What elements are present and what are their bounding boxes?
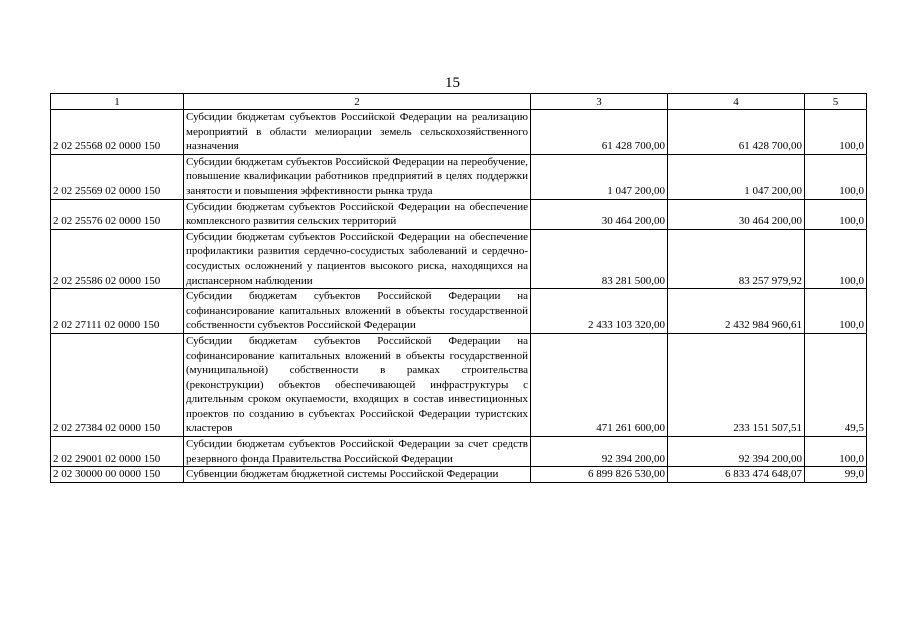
description-cell: Субсидии бюджетам субъектов Российской Федерации на обеспечение комплексного развития сельских территорий (184, 199, 531, 229)
column-header-5: 5 (805, 94, 867, 110)
column-header-4: 4 (668, 94, 805, 110)
budget-code-cell: 2 02 30000 00 0000 150 (51, 467, 184, 483)
planned-amount-cell: 471 261 600,00 (531, 333, 668, 436)
executed-amount-cell: 61 428 700,00 (668, 110, 805, 155)
executed-amount-cell: 2 432 984 960,61 (668, 289, 805, 334)
table-row (51, 110, 867, 155)
percent-cell: 100,0 (805, 199, 867, 229)
executed-amount-cell: 6 833 474 648,07 (668, 467, 805, 483)
description-cell: Субсидии бюджетам субъектов Российской Федерации на реализацию мероприятий в области мелиорации земель сельскохозяйственного назначения (184, 110, 531, 155)
description-cell: Субвенции бюджетам бюджетной системы Российской Федерации (184, 467, 531, 483)
percent-cell: 49,5 (805, 333, 867, 436)
planned-amount-cell: 83 281 500,00 (531, 229, 668, 288)
percent-cell: 100,0 (805, 437, 867, 467)
budget-table (50, 93, 867, 483)
description-cell: Субсидии бюджетам субъектов Российской Федерации на софинансирование капитальных вложений в объекты государственной собственности субъектов Российской Федерации (184, 289, 531, 334)
percent-cell: 99,0 (805, 467, 867, 483)
page-number: 15 (445, 75, 460, 91)
description-cell: Субсидии бюджетам субъектов Российской Федерации за счет средств резервного фонда Правительства Российской Федерации (184, 437, 531, 467)
description-cell: Субсидии бюджетам субъектов Российской Федерации на софинансирование капитальных вложений в объекты государственной (муниципальной) собственности в рамках строительства (реконструкции) объектов обеспечивающей инфраструктуры с длительным сроком окупаемости, входящих в состав инвестиционных проектов по созданию в субъектах Российской Федерации туристских кластеров (184, 333, 531, 436)
executed-amount-cell: 233 151 507,51 (668, 333, 805, 436)
planned-amount-cell: 1 047 200,00 (531, 154, 668, 199)
executed-amount-cell: 92 394 200,00 (668, 437, 805, 467)
table-row (51, 229, 867, 288)
percent-cell: 100,0 (805, 229, 867, 288)
column-number-row (51, 94, 867, 110)
budget-code-cell: 2 02 27111 02 0000 150 (51, 289, 184, 334)
budget-code-cell: 2 02 25569 02 0000 150 (51, 154, 184, 199)
description-cell: Субсидии бюджетам субъектов Российской Федерации на переобучение, повышение квалификации работников предприятий в целях поддержки занятости и повышения эффективности рынка труда (184, 154, 531, 199)
percent-cell: 100,0 (805, 289, 867, 334)
table-row (51, 437, 867, 467)
budget-code-cell: 2 02 25576 02 0000 150 (51, 199, 184, 229)
planned-amount-cell: 30 464 200,00 (531, 199, 668, 229)
planned-amount-cell: 61 428 700,00 (531, 110, 668, 155)
description-cell: Субсидии бюджетам субъектов Российской Федерации на обеспечение профилактики развития сердечно-сосудистых заболеваний и сердечно-сосудистых осложнений у пациентов высокого риска, находящихся на диспансерном наблюдении (184, 229, 531, 288)
column-header-2: 2 (184, 94, 531, 110)
budget-code-cell: 2 02 27384 02 0000 150 (51, 333, 184, 436)
planned-amount-cell: 92 394 200,00 (531, 437, 668, 467)
budget-code-cell: 2 02 25586 02 0000 150 (51, 229, 184, 288)
planned-amount-cell: 6 899 826 530,00 (531, 467, 668, 483)
column-header-1: 1 (51, 94, 184, 110)
executed-amount-cell: 83 257 979,92 (668, 229, 805, 288)
table-row (51, 199, 867, 229)
executed-amount-cell: 30 464 200,00 (668, 199, 805, 229)
executed-amount-cell: 1 047 200,00 (668, 154, 805, 199)
planned-amount-cell: 2 433 103 320,00 (531, 289, 668, 334)
table-row (51, 467, 867, 483)
table-row (51, 289, 867, 334)
table-row (51, 154, 867, 199)
percent-cell: 100,0 (805, 154, 867, 199)
percent-cell: 100,0 (805, 110, 867, 155)
table-row (51, 333, 867, 436)
budget-code-cell: 2 02 29001 02 0000 150 (51, 437, 184, 467)
budget-code-cell: 2 02 25568 02 0000 150 (51, 110, 184, 155)
column-header-3: 3 (531, 94, 668, 110)
